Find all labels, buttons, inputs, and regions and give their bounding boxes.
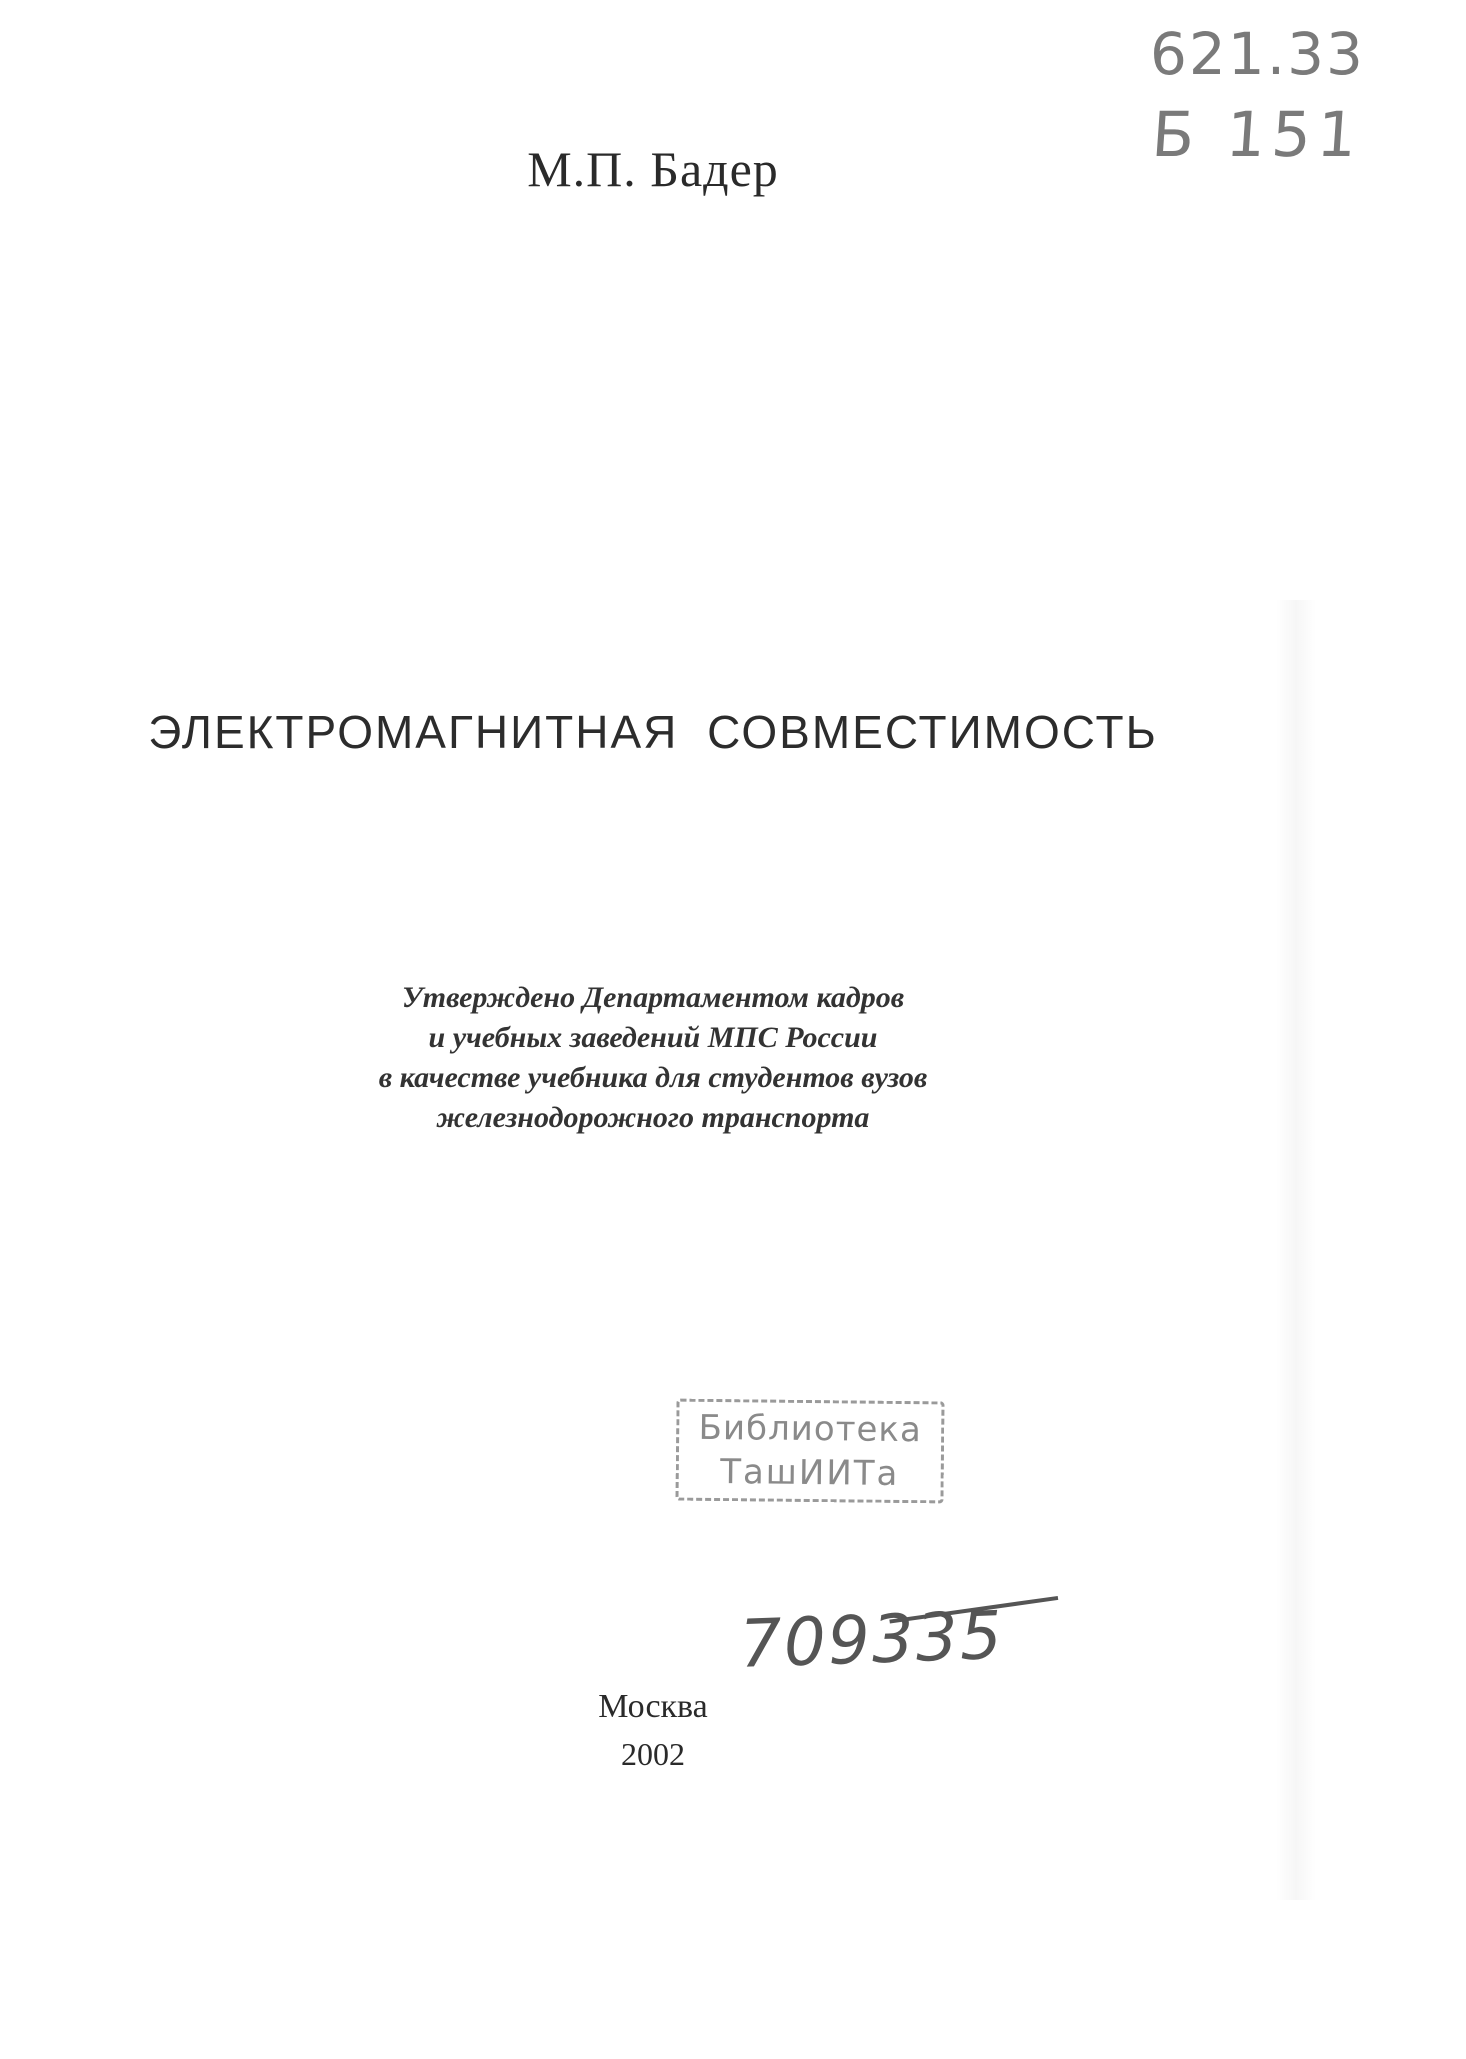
call-number-classification: 621.33 <box>1150 20 1365 88</box>
approval-line: в качестве учебника для студентов вузов <box>378 1061 928 1094</box>
call-number-author-mark: Б 151 <box>1149 98 1366 171</box>
approval-note <box>0 978 1466 1138</box>
book-title: ЭЛЕКТРОМАГНИТНАЯ СОВМЕСТИМОСТЬ <box>148 706 1158 758</box>
publication-year: 2002 <box>621 1736 685 1772</box>
approval-line: Утверждено Департаментом кадров <box>401 981 905 1014</box>
author-name: М.П. Бадер <box>527 141 779 197</box>
inventory-number-text: 709335 <box>738 1596 1006 1683</box>
publication-city: Москва <box>598 1688 708 1725</box>
approval-line: и учебных заведений МПС России <box>428 1021 878 1054</box>
approval-line: железнодорожного транспорта <box>436 1101 870 1134</box>
inventory-number <box>739 1594 1082 1696</box>
stamp-line-institution: ТашИИТа <box>719 1452 900 1494</box>
library-stamp <box>675 1399 944 1504</box>
stamp-line-library: Библиотека <box>698 1407 922 1451</box>
